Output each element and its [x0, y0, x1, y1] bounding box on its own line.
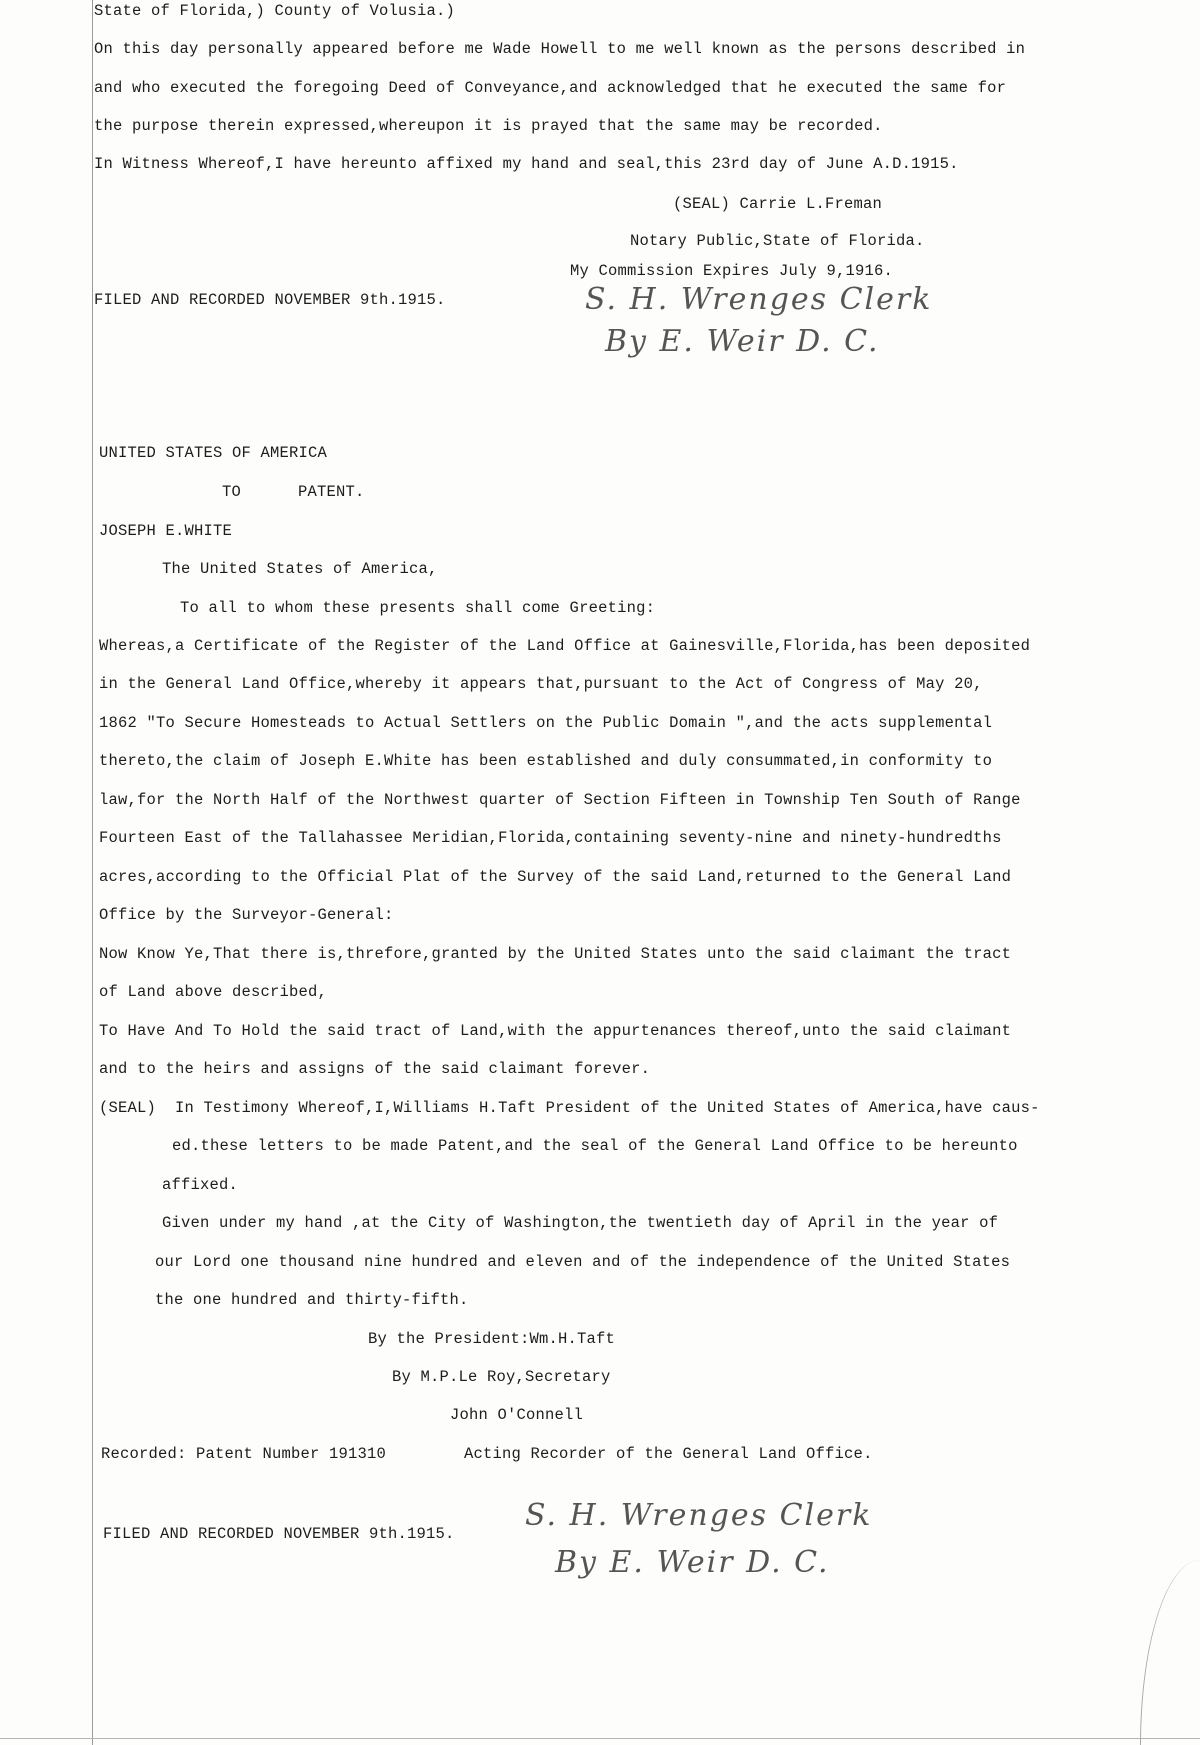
- text-line: acres,according to the Official Plat of the Survey of the said Land,returned to the General Land: [99, 868, 1012, 886]
- patent-header: TO PATENT.: [222, 483, 365, 501]
- text-line: and to the heirs and assigns of the said claimant forever.: [99, 1060, 651, 1078]
- text-line: the one hundred and thirty-fifth.: [155, 1291, 469, 1309]
- text-line: law,for the North Half of the Northwest quarter of Section Fifteen in Township Ten South of Range: [99, 791, 1021, 809]
- commission-expiry: My Commission Expires July 9,1916.: [570, 262, 894, 280]
- text-line: To all to whom these presents shall come Greeting:: [180, 599, 656, 617]
- text-line: Now Know Ye,That there is,threfore,granted by the United States unto the said claimant the tract: [99, 945, 1012, 963]
- president-signature-line: By the President:Wm.H.Taft: [368, 1330, 616, 1348]
- text-line: Fourteen East of the Tallahassee Meridian,Florida,containing seventy-nine and ninety-hundredths: [99, 829, 1002, 847]
- filed-recorded-line: FILED AND RECORDED NOVEMBER 9th.1915.: [103, 1525, 455, 1543]
- filed-recorded-line: FILED AND RECORDED NOVEMBER 9th.1915.: [94, 291, 446, 309]
- deputy-signature: By E. Weir D. C.: [555, 1545, 830, 1580]
- text-line: of Land above described,: [99, 983, 328, 1001]
- notary-seal-line: (SEAL) Carrie L.Freman: [673, 195, 883, 213]
- page-curl: [1140, 1560, 1200, 1745]
- text-line: (SEAL) In Testimony Whereof,I,Williams H.Taft President of the United States of America,have caus-: [99, 1099, 1040, 1117]
- notary-title: Notary Public,State of Florida.: [630, 232, 925, 250]
- text-line: thereto,the claim of Joseph E.White has been established and duly consummated,in conformity to: [99, 752, 993, 770]
- text-line: in the General Land Office,whereby it appears that,pursuant to the Act of Congress of May 20,: [99, 675, 983, 693]
- recorder-name: John O'Connell: [450, 1406, 584, 1424]
- text-line: affixed.: [162, 1176, 239, 1194]
- text-line: our Lord one thousand nine hundred and eleven and of the independence of the United States: [155, 1253, 1011, 1271]
- clerk-signature: S. H. Wrenges Clerk: [525, 1498, 873, 1533]
- text-line: Office by the Surveyor-General:: [99, 906, 394, 924]
- text-line: Whereas,a Certificate of the Register of the Land Office at Gainesville,Florida,has been deposited: [99, 637, 1031, 655]
- patent-header: UNITED STATES OF AMERICA: [99, 444, 328, 462]
- clerk-signature: S. H. Wrenges Clerk: [585, 282, 933, 317]
- text-line: State of Florida,) County of Volusia.): [94, 2, 456, 20]
- text-line: the purpose therein expressed,whereupon it is prayed that the same may be recorded.: [94, 117, 883, 135]
- text-line: The United States of America,: [162, 560, 438, 578]
- text-line: and who executed the foregoing Deed of Conveyance,and acknowledged that he executed the same for: [94, 79, 1007, 97]
- text-line: ed.these letters to be made Patent,and the seal of the General Land Office to be hereunto: [172, 1137, 1018, 1155]
- text-line: In Witness Whereof,I have hereunto affixed my hand and seal,this 23rd day of June A.D.1915.: [94, 155, 959, 173]
- text-line: Given under my hand ,at the City of Washington,the twentieth day of April in the year of: [162, 1214, 999, 1232]
- page-margin-line: [92, 0, 93, 1745]
- grantee-name: JOSEPH E.WHITE: [99, 522, 233, 540]
- deputy-signature: By E. Weir D. C.: [605, 324, 880, 359]
- text-line: To Have And To Hold the said tract of Land,with the appurtenances thereof,unto the said claimant: [99, 1022, 1012, 1040]
- text-line: On this day personally appeared before me Wade Howell to me well known as the persons described in: [94, 40, 1026, 58]
- page-bottom-edge: [0, 1738, 1200, 1739]
- secretary-line: By M.P.Le Roy,Secretary: [392, 1368, 611, 1386]
- text-line: 1862 "To Secure Homesteads to Actual Settlers on the Public Domain ",and the acts supplemental: [99, 714, 993, 732]
- recorder-title: Acting Recorder of the General Land Office.: [464, 1445, 873, 1463]
- patent-number-line: Recorded: Patent Number 191310: [101, 1445, 387, 1463]
